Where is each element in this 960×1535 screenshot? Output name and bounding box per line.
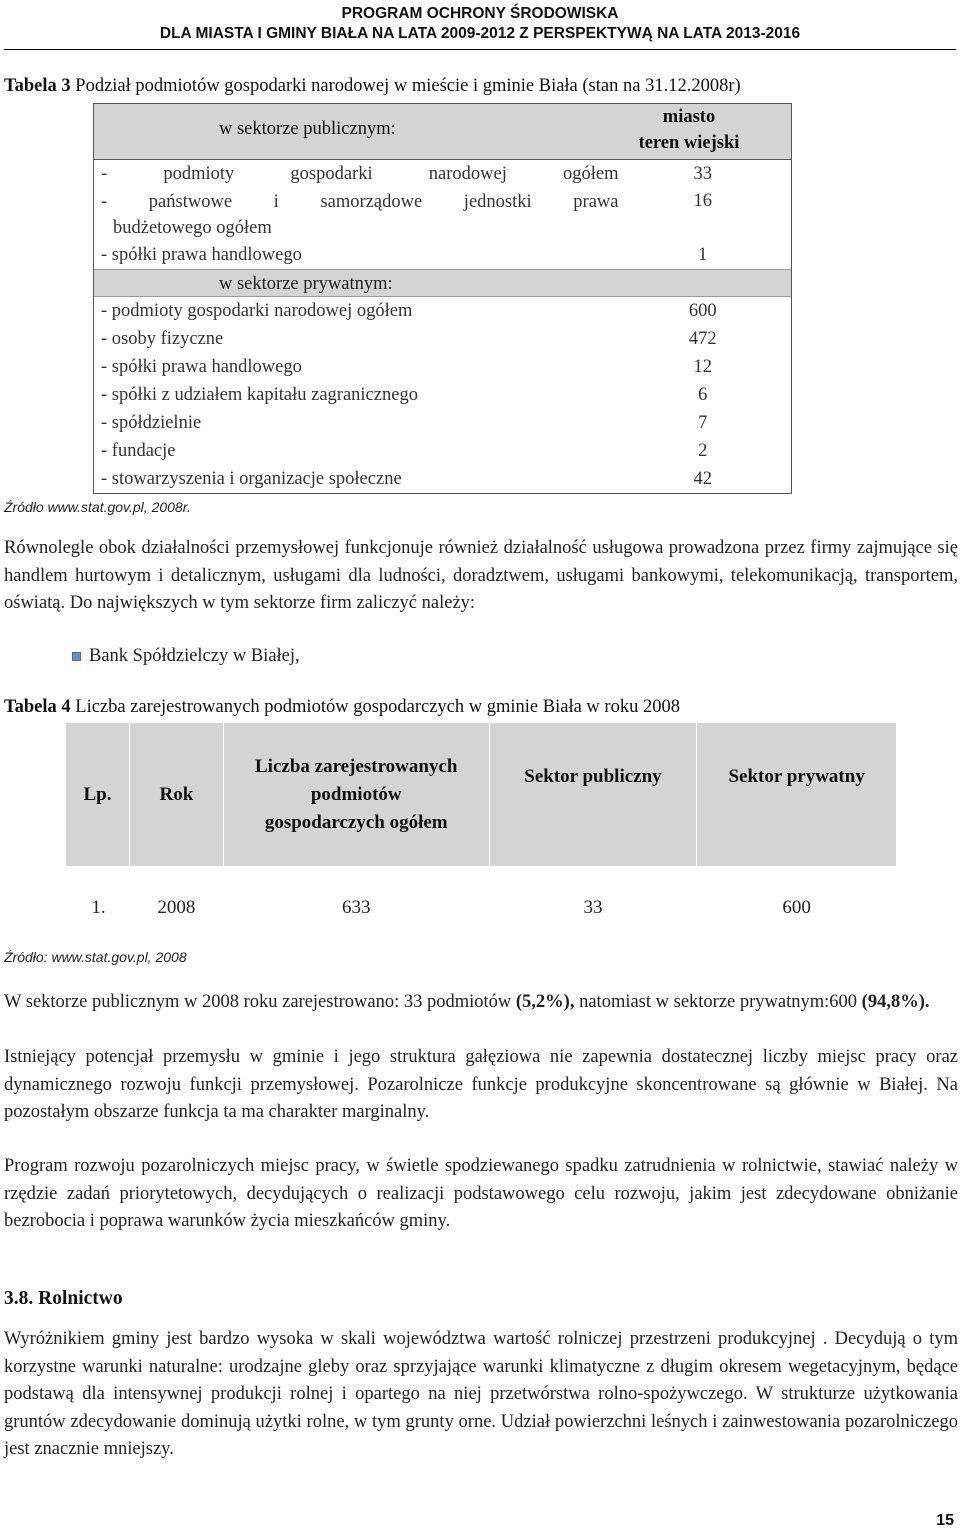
table3-header-rural: teren wiejski — [638, 133, 740, 153]
table-row — [94, 381, 791, 409]
section-heading: 3.8. Rolnictwo — [4, 1288, 123, 1309]
row-label: - podmioty gospodarki narodowej ogółem — [101, 301, 413, 321]
para2-public-percent: (5,2%), — [515, 992, 575, 1012]
row-label: - podmioty gospodarki narodowej ogółem — [101, 164, 619, 184]
cell-public: 33 — [583, 896, 603, 918]
table3-source: Źródło www.stat.gov.pl, 2008r. — [4, 499, 191, 515]
row-value: 6 — [698, 385, 708, 405]
table3-header-public: w sektorze publicznym: — [219, 119, 396, 139]
para2-text-a: W sektorze publicznym w 2008 roku zarejestrowano: 33 podmiotów — [4, 992, 516, 1012]
table-row — [94, 241, 791, 269]
paragraph-agriculture: Wyróżnikiem gminy jest bardzo wysoka w skali województwa wartość rolniczej przestrzeni produkcyjnej . Decydują o tym korzystne warunki naturalne: urodzajne gleby oraz sprzyjające warunki klimatyczne z długim okresem wegetacyjnym, będące podstawą dla intensywnej produkcji rolnej i opartego na niej przetwórstwa rolno-spożywczego. W strukturze użytkowania gruntów zdecydowanie dominują użytki rolne, w tym grunty orne. Udział powierzchni leśnych i zainwestowania pozarolniczego jest znacznie mniejszy. — [4, 1329, 958, 1459]
table3-caption-text: Podział podmiotów gospodarki narodowej w mieście i gminie Biała (stan na 31.12.2008r) — [70, 76, 741, 96]
row-label: - spółki z udziałem kapitału zagranicznego — [101, 385, 418, 405]
header-line-1: PROGRAM OCHRONY ŚRODOWISKA — [341, 5, 619, 22]
table3-caption-label: Tabela 3 — [4, 76, 71, 96]
row-label: - spółdzielnie — [101, 413, 202, 433]
cell-year: 2008 — [157, 896, 196, 918]
header-divider — [4, 49, 956, 50]
row-value: 600 — [688, 301, 717, 321]
paragraph-services: Równolegle obok działalności przemysłowej funkcjonuje również działalność usługowa prowadzona przez firmy zajmujące się handlem hurtowym i detalicznym, usługami dla ludności, doradztwem, usługami bankowymi, telekomunikacją, transportem, oświatą. Do największych w tym sektorze firm zaliczyć należy: — [4, 538, 958, 613]
row-label: - fundacje — [101, 441, 176, 461]
table4-source: Źródło: www.stat.gov.pl, 2008 — [4, 949, 187, 965]
cell-total: 633 — [341, 896, 371, 918]
page-header — [0, 4, 960, 44]
row-value: 12 — [693, 357, 712, 377]
paragraph-program: Program rozwoju pozarolniczych miejsc pracy, w świetle spodziewanego spadku zatrudnienia w rolnictwie, stawiać należy w rzędzie zadań priorytetowych, decydujących o realizacji podstawowego celu rozwoju, jakim jest zdecydowane obniżanie bezrobocia i poprawa warunków życia mieszkańców gminy. — [4, 1156, 958, 1231]
table-row — [94, 353, 791, 381]
col-header-public: Sektor publiczny — [489, 723, 697, 867]
row-label: - stowarzyszenia i organizacje społeczne — [101, 469, 402, 489]
row-label: - państwowe i samorządowe jednostki prawa — [101, 192, 619, 212]
table-row — [94, 409, 791, 437]
table-row — [66, 867, 897, 949]
header-line-2: DLA MIASTA I GMINY BIAŁA NA LATA 2009-2012 Z PERSPEKTYWĄ NA LATA 2013-2016 — [159, 25, 801, 42]
table3-private-header — [94, 269, 791, 297]
table3 — [93, 103, 792, 494]
table-row — [94, 160, 791, 188]
row-label: - spółki prawa handlowego — [101, 245, 302, 265]
row-label-cont: budżetowego ogółem — [113, 218, 272, 238]
bullet-text: Bank Spółdzielczy w Białej, — [89, 646, 300, 666]
row-value: 472 — [688, 329, 717, 349]
table3-header-city: miasto — [662, 107, 716, 127]
bullet-item — [72, 646, 300, 667]
row-value: 33 — [693, 164, 712, 184]
table3-header — [94, 104, 791, 160]
table4 — [65, 722, 897, 949]
row-value: 7 — [698, 413, 708, 433]
cell-private: 600 — [782, 896, 811, 918]
row-value: 42 — [693, 469, 712, 489]
square-bullet-icon — [72, 652, 81, 661]
private-header-label: w sektorze prywatnym: — [219, 274, 393, 294]
table4-caption-text: Liczba zarejestrowanych podmiotów gospodarczych w gminie Biała w roku 2008 — [70, 697, 680, 717]
para2-private-percent: (94,8%). — [861, 992, 930, 1012]
table4-caption — [4, 696, 680, 718]
para2-text-c: natomiast w sektorze prywatnym:600 — [574, 992, 862, 1012]
row-value: 2 — [698, 441, 708, 461]
cell-lp: 1. — [91, 896, 106, 918]
table4-caption-label: Tabela 4 — [4, 697, 71, 717]
table3-caption — [4, 75, 741, 97]
table-row — [94, 465, 791, 493]
paragraph-sectors — [4, 989, 958, 1017]
page-number: 15 — [936, 1512, 954, 1529]
table-row — [94, 297, 791, 325]
table-row — [94, 437, 791, 465]
row-value: 16 — [693, 191, 712, 211]
row-label: - osoby fizyczne — [101, 329, 224, 349]
col-header-total: Liczba zarejestrowanych podmiotów gospodarczych ogółem — [223, 723, 489, 867]
table-row — [94, 188, 791, 241]
row-value: 1 — [698, 245, 708, 265]
row-label: - spółki prawa handlowego — [101, 357, 302, 377]
col-header-year: Rok — [129, 723, 223, 867]
col-header-lp: Lp. — [66, 723, 130, 867]
col-header-private: Sektor prywatny — [697, 723, 897, 867]
paragraph-industry: Istniejący potencjał przemysłu w gminie i jego struktura gałęziowa nie zapewnia dostatecznej liczby miejsc pracy oraz dynamicznego rozwoju funkcji przemysłowej. Pozarolnicze funkcje produkcyjne skoncentrowane są głównie w Białej. Na pozostałym obszarze funkcja ta ma charakter marginalny. — [4, 1047, 958, 1122]
table-row — [94, 325, 791, 353]
